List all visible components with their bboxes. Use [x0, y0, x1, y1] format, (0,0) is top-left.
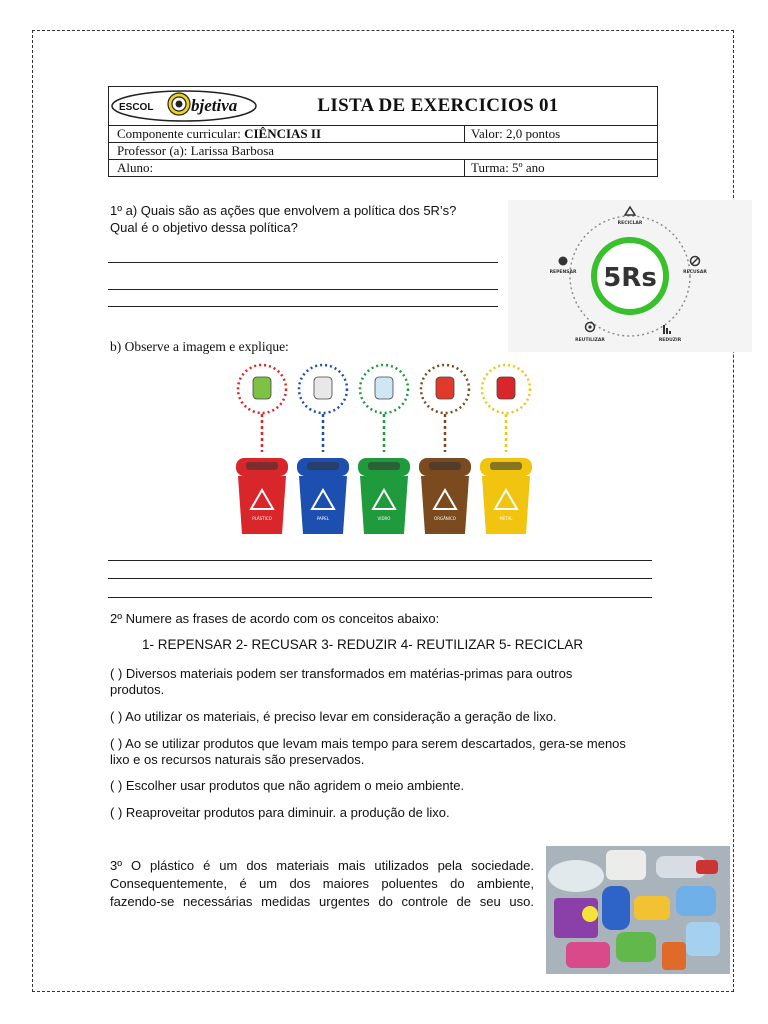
bin-body: [421, 476, 469, 534]
bin-slot: [307, 462, 339, 470]
label-reutilizar: REUTILIZAR: [575, 338, 605, 343]
professor-field: Professor (a): Larissa Barbosa: [117, 143, 275, 158]
school-logo: [109, 87, 259, 125]
bin-slot: [246, 462, 278, 470]
q1b-label: b) Observe a imagem e explique:: [110, 339, 289, 354]
recycling-bins-illustration: [228, 362, 540, 540]
q2-item3-line2: lixo e os recursos naturais são preservados.: [110, 752, 365, 767]
answer-line[interactable]: [108, 289, 498, 290]
bin-label: PLÁSTICO: [252, 516, 272, 521]
q2-item5: ( ) Reaproveitar produtos para diminuir. a produção de lixo.: [110, 805, 450, 820]
bin-body: [299, 476, 347, 534]
component-value: CIÊNCIAS II: [244, 126, 322, 141]
refuse-icon: [691, 257, 700, 266]
aluno-field[interactable]: Aluno:: [109, 160, 465, 176]
q3-line1: 3º O plástico é um dos materiais mais utilizados pela sociedade.: [110, 858, 534, 873]
recycle-icon: [625, 207, 635, 215]
bin-body: [238, 476, 286, 534]
q2-intro: 2º Numere as frases de acordo com os conceitos abaixo:: [110, 611, 440, 626]
answer-line[interactable]: [108, 597, 652, 598]
five-rs-center: 5Rs: [603, 263, 657, 293]
page-title: LISTA DE EXERCICIOS 01: [317, 95, 559, 116]
q2-item2: ( ) Ao utilizar os materiais, é preciso levar em consideração a geração de lixo.: [110, 709, 557, 724]
bin-item-icon: [436, 377, 454, 399]
bin-label: METAL: [499, 516, 513, 521]
reuse-icon: [586, 323, 595, 332]
answer-line[interactable]: [108, 262, 498, 263]
label-reciclar: RECICLAR: [617, 221, 643, 226]
bin-label: ORGÂNICO: [434, 516, 456, 521]
bin-label: VIDRO: [377, 516, 391, 521]
logo-text-right: bjetiva: [191, 96, 238, 115]
q2-item1-line2: produtos.: [110, 682, 165, 697]
component-label: Componente curricular:: [117, 126, 245, 141]
bin-label: PAPEL: [316, 516, 330, 521]
label-recusar: RECUSAR: [683, 270, 707, 275]
q2-item3-line1: ( ) Ao se utilizar produtos que levam mais tempo para serem descartados, gera-se menos: [110, 736, 626, 751]
label-reduzir: REDUZIR: [658, 338, 682, 343]
bin-item-icon: [314, 377, 332, 399]
bin-body: [482, 476, 530, 534]
q1-line1: 1º a) Quais são as ações que envolvem a política dos 5R’s?: [110, 203, 457, 218]
reduce-icon: [663, 325, 671, 334]
bin-body: [360, 476, 408, 534]
q3-line2: Consequentemente, é um dos maiores poluentes do ambiente,: [110, 876, 534, 891]
bin-slot: [368, 462, 400, 470]
q2-item4: ( ) Escolher usar produtos que não agridem o meio ambiente.: [110, 778, 465, 793]
q1-line2: Qual é o objetivo dessa política?: [110, 220, 298, 235]
bin-item-icon: [375, 377, 393, 399]
answer-line[interactable]: [108, 560, 652, 561]
q3-line3: fazendo-se necessárias medidas urgentes do controle de seu uso.: [110, 894, 534, 909]
answer-line[interactable]: [108, 578, 652, 579]
rethink-icon: [559, 257, 568, 266]
plastic-waste-photo: [546, 846, 730, 974]
valor-field: Valor: 2,0 pontos: [471, 126, 561, 141]
header-table: [108, 86, 658, 177]
bin-slot: [490, 462, 522, 470]
bin-item-icon: [253, 377, 271, 399]
bin-item-icon: [497, 377, 515, 399]
bin-slot: [429, 462, 461, 470]
logo-text-left: ESCOL: [119, 102, 154, 113]
turma-field: Turma: 5º ano: [471, 160, 545, 175]
q2-concepts: 1- REPENSAR 2- RECUSAR 3- REDUZIR 4- REUTILIZAR 5- RECICLAR: [142, 637, 584, 652]
answer-line[interactable]: [108, 306, 498, 307]
q2-item1-line1: ( ) Diversos materiais podem ser transformados em matérias-primas para outros: [110, 666, 573, 681]
label-repensar: REPENSAR: [549, 270, 577, 275]
five-rs-diagram: [508, 200, 752, 352]
